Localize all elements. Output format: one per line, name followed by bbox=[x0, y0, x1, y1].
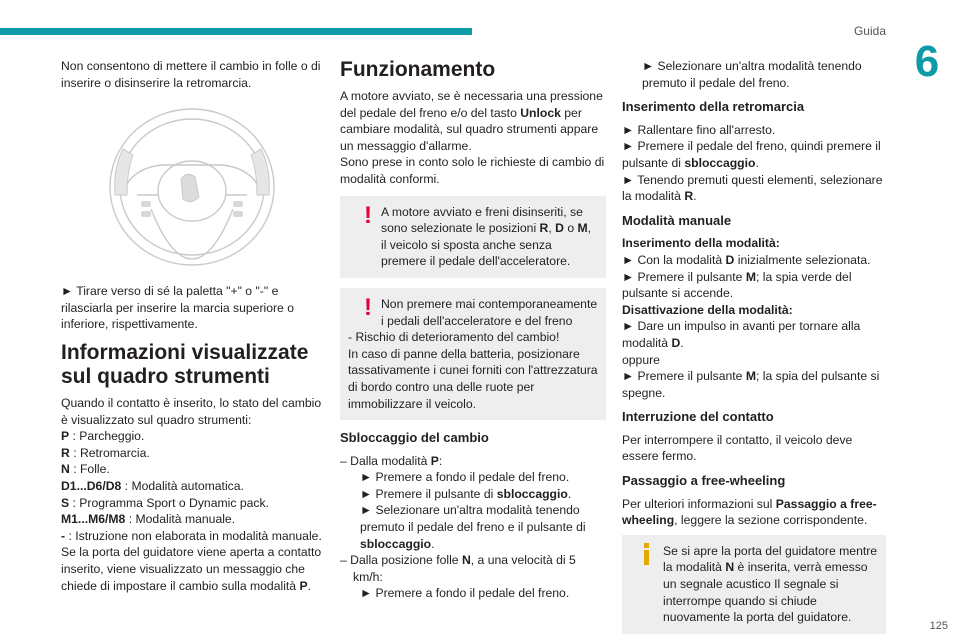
step: ► Premere il pulsante M; la spia verde del pulsante si accende. bbox=[622, 269, 852, 301]
list-item: N : Folle. bbox=[61, 462, 110, 477]
warning-text: A motore avviato e freni disinseriti, se sono selezionate le posizioni R, D o M, il veicolo si sposta anche senza premere il pedale dell'acceleratore. bbox=[381, 204, 592, 269]
dashboard-lead: Quando il contatto è inserito, lo stato del cambio è visualizzato sul quadro strumenti: bbox=[61, 395, 322, 427]
ignition-heading: Interruzione del contatto bbox=[622, 409, 774, 425]
step: ► Premere il pulsante di sbloccaggio. bbox=[360, 486, 572, 501]
step: ► Con la modalità D inizialmente selezionata. bbox=[622, 252, 871, 267]
header-accent-bar bbox=[0, 28, 472, 35]
step-intro: – Dalla posizione folle N, a una velocità di 5 km/h: bbox=[340, 553, 576, 584]
gear-status-list bbox=[61, 428, 323, 544]
chapter-number: 6 bbox=[914, 37, 940, 86]
door-note: Se la porta del guidatore viene aperta a contatto inserito, viene visualizzato un messaggio che chiede di impostare il cambio sulla modalità P. bbox=[61, 545, 322, 593]
list-item: - : Istruzione non elaborata in modalità manuale. bbox=[61, 528, 322, 543]
step: ► Premere il pedale del freno, quindi premere il pulsante di sbloccaggio. bbox=[622, 139, 881, 170]
step: ► Rallentare fino all'arresto. bbox=[622, 122, 776, 137]
warning-exclamation-icon: ! bbox=[364, 293, 372, 321]
freewheel-heading: Passaggio a free-wheeling bbox=[622, 473, 786, 489]
manual-off-title: Disattivazione della modalità: bbox=[622, 302, 793, 317]
list-item: P : Parcheggio. bbox=[61, 429, 145, 444]
info-note bbox=[622, 535, 886, 634]
list-item: D1...D6/D8 : Modalità automatica. bbox=[61, 478, 244, 493]
freewheel-text: Per ulteriori informazioni sul Passaggio a free-wheeling, leggere la sezione corrispondente. bbox=[622, 496, 877, 528]
paddle-instruction: ► Tirare verso di sé la paletta "+" o "-" e rilasciarla per inserire la marcia superiore o inferiore, rispettivamente. bbox=[61, 284, 295, 332]
step: ► Premere a fondo il pedale del freno. bbox=[360, 586, 570, 601]
warning-note bbox=[340, 196, 606, 278]
step: ► Selezionare un'altra modalità tenendo premuto il pedale del freno e il pulsante di sbloccaggio. bbox=[360, 503, 586, 551]
warning-note bbox=[340, 288, 606, 420]
ignition-text: Per interrompere il contatto, il veicolo deve essere fermo. bbox=[622, 432, 853, 464]
intro-text: Non consentono di mettere il cambio in folle o di inserire o disinserire la retromarcia. bbox=[61, 59, 321, 90]
step: ► Tenendo premuti questi elementi, selezionare la modalità R. bbox=[622, 172, 883, 204]
warning-exclamation-icon: ! bbox=[364, 201, 372, 229]
manual-mode-heading: Modalità manuale bbox=[622, 212, 732, 228]
dashboard-info-heading: Informazioni visualizzate sul quadro strumenti bbox=[61, 340, 309, 388]
column-middle bbox=[340, 58, 606, 602]
list-item: R : Retromarcia. bbox=[61, 445, 150, 460]
step: ► Premere il pulsante M; la spia del pulsante si spegne. bbox=[622, 369, 880, 400]
step: ► Premere a fondo il pedale del freno. bbox=[360, 470, 570, 485]
warning-text: Non premere mai contemporaneamente i pedali dell'acceleratore e del freno bbox=[381, 296, 598, 328]
steering-wheel-illustration bbox=[61, 99, 323, 271]
info-icon bbox=[644, 543, 649, 565]
operation-heading: Funzionamento bbox=[340, 58, 496, 81]
manual-on-title: Inserimento della modalità: bbox=[622, 236, 780, 251]
page-number: 125 bbox=[929, 620, 948, 632]
column-right bbox=[622, 58, 886, 644]
warning-text: In caso di panne della batteria, posizionare tassativamente i cunei forniti con l'attrezzatura di bordo contro una delle ruote per immobilizzare il veicolo. bbox=[348, 346, 598, 411]
reverse-heading: Inserimento della retromarcia bbox=[622, 99, 805, 115]
operation-text: A motore avviato, se è necessaria una pressione del pedale del freno e/o del tasto Unlock per cambiare modalità, sul quadro strumenti appare un messaggio d'allarme. bbox=[340, 89, 603, 153]
column-left bbox=[61, 58, 323, 594]
list-item: M1...M6/M8 : Modalità manuale. bbox=[61, 512, 236, 527]
info-text: Se si apre la porta del guidatore mentre la modalità N è inserita, verrà emesso un segnale acustico Il segnale si interrompe quando si chiude nuovamente la porta del guidatore. bbox=[663, 543, 878, 625]
unlock-heading: Sbloccaggio del cambio bbox=[340, 430, 489, 446]
step-intro: – Dalla modalità P: bbox=[340, 453, 443, 468]
list-item: S : Programma Sport o Dynamic pack. bbox=[61, 495, 269, 510]
step: ► Selezionare un'altra modalità tenendo premuto il pedale del freno. bbox=[642, 59, 862, 90]
oppure-text: oppure bbox=[622, 352, 660, 367]
operation-text-2: Sono prese in conto solo le richieste di cambio di modalità conformi. bbox=[340, 155, 605, 186]
warning-text: - Rischio di deterioramento del cambio! bbox=[348, 330, 560, 345]
section-title: Guida bbox=[853, 24, 886, 38]
step: ► Dare un impulso in avanti per tornare alla modalità D. bbox=[622, 319, 861, 350]
